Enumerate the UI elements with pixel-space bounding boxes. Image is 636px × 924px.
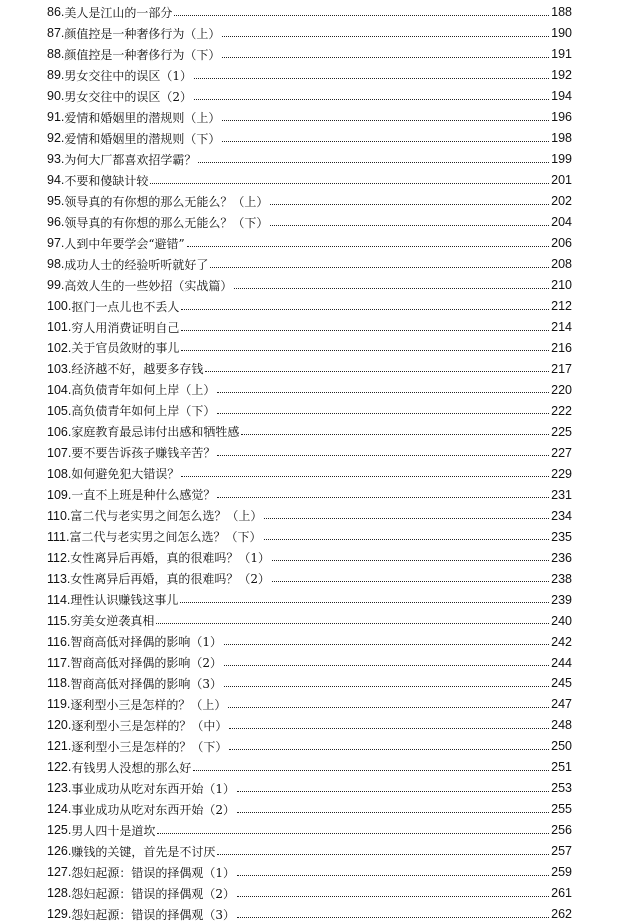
dot-leader [272,581,549,582]
toc-entry-page-number: 210 [551,278,572,293]
toc-entry[interactable] [47,777,572,798]
toc-entry-number: 99. [47,278,65,293]
toc-entry-number: 114. [47,592,71,607]
toc-entry-title: 怨妇起源：错误的择偶观（3） [71,907,235,922]
dot-leader [194,78,549,79]
toc-entry-number: 118. [47,676,71,691]
toc-entry-number: 107. [47,445,72,460]
toc-entry-title: 穷美女逆袭真相 [70,614,155,629]
toc-entry-number: 117. [47,655,71,670]
dot-leader [217,497,549,498]
toc-entry-page-number: 206 [551,236,572,251]
toc-entry[interactable] [47,693,572,714]
dot-leader [229,728,549,729]
toc-entry-title: 一直不上班是种什么感觉？ [71,488,216,503]
dot-leader [237,791,549,792]
toc-entry[interactable] [47,525,572,546]
toc-entry-page-number: 231 [551,487,572,502]
toc-entry[interactable] [47,399,572,420]
toc-entry-number: 105. [47,403,72,418]
toc-entry-title: 经济越不好，越要多存钱 [71,362,204,377]
toc-entry-number: 129. [47,907,72,922]
toc-entry[interactable] [47,819,572,840]
dot-leader [181,330,549,331]
toc-entry[interactable] [47,630,572,651]
toc-entry-number: 103. [47,361,72,376]
toc-entry-page-number: 244 [551,655,572,670]
dot-leader [181,476,549,477]
toc-entry-page-number: 222 [551,403,572,418]
dot-leader [270,204,549,205]
toc-entry-page-number: 251 [551,760,572,775]
toc-entry[interactable] [47,106,572,127]
toc-entry-title: 女性离异后再婚，真的很难吗？（1） [70,551,271,566]
toc-entry-number: 109. [47,487,72,502]
dot-leader [237,812,549,813]
toc-entry-title: 智商高低对择偶的影响（1） [70,635,223,650]
toc-entry[interactable] [47,357,572,378]
dot-leader [181,309,549,310]
toc-entry-number: 113. [47,571,71,586]
toc-entry-title: 怨妇起源：错误的择偶观（1） [71,865,235,880]
toc-entry-page-number: 229 [551,466,572,481]
toc-entry-page-number: 204 [551,215,572,230]
toc-entry-number: 108. [47,466,72,481]
dot-leader [150,183,549,184]
dot-leader [181,350,549,351]
toc-entry-page-number: 190 [551,26,572,41]
dot-leader [187,246,549,247]
toc-entry[interactable] [47,148,572,169]
toc-entry-title: 逐利型小三是怎样的？（中） [71,718,228,733]
toc-entry-title: 逐利型小三是怎样的？（下） [71,739,228,754]
dot-leader [237,896,549,897]
toc-entry[interactable] [47,483,572,504]
dot-leader [234,288,549,289]
toc-entry[interactable] [47,588,572,609]
toc-entry-number: 123. [47,781,72,796]
toc-entry-number: 95. [47,194,65,209]
toc-entry-title: 男女交往中的误区（1） [64,68,193,83]
dot-leader [237,917,549,918]
toc-entry-page-number: 236 [551,550,572,565]
toc-entry-page-number: 220 [551,382,572,397]
toc-entry-number: 93. [47,152,65,167]
dot-leader [224,665,549,666]
toc-entry-page-number: 212 [551,299,572,314]
dot-leader [222,36,549,37]
toc-entry-title: 富二代与老实男之间怎么选？（上） [70,509,263,524]
toc-entry-page-number: 201 [551,173,572,188]
dot-leader [229,749,549,750]
dot-leader [264,539,550,540]
toc-entry-number: 88. [47,47,65,62]
toc-entry-page-number: 196 [551,110,572,125]
toc-entry-number: 115. [47,613,71,628]
toc-entry-title: 爱情和婚姻里的潜规则（下） [64,131,221,146]
toc-entry-title: 美人是江山的一部分 [64,5,173,20]
toc-entry-number: 110. [47,508,71,523]
toc-entry-page-number: 261 [551,886,572,901]
toc-entry-title: 要不要告诉孩子赚钱辛苦？ [71,446,216,461]
dot-leader [217,455,549,456]
toc-entry-title: 成功人士的经验听听就好了 [64,257,209,272]
toc-entry-page-number: 235 [551,529,572,544]
toc-entry-title: 穷人用消费证明自己 [71,320,180,335]
toc-entry[interactable] [47,882,572,903]
toc-entry-number: 106. [47,424,72,439]
toc-entry-page-number: 214 [551,320,572,334]
toc-entry-title: 如何避免犯大错误？ [71,467,180,482]
toc-entry-title: 富二代与老实男之间怎么选？（下） [69,530,262,545]
toc-entry-page-number: 217 [551,361,572,376]
toc-entry-number: 127. [47,865,72,880]
toc-entry-number: 97. [47,236,65,251]
toc-entry-page-number: 234 [551,508,572,523]
toc-entry-title: 不要和傻缺计较 [64,173,149,188]
toc-entry[interactable] [47,253,572,274]
toc-entry[interactable] [47,546,572,567]
toc-entry-page-number: 208 [551,257,572,272]
toc-entry[interactable] [47,798,572,819]
toc-entry-number: 119. [47,697,71,712]
toc-entry-number: 96. [47,215,65,230]
toc-entry[interactable] [47,840,572,861]
toc-entry-number: 100. [47,299,72,314]
toc-entry-page-number: 259 [551,865,572,880]
toc-entry-title: 关于官员敛财的事儿 [71,341,180,356]
toc-entry-number: 91. [47,110,65,125]
toc-entry[interactable] [47,420,572,441]
toc-entry-title: 逐利型小三是怎样的？（上） [70,697,227,712]
dot-leader [217,392,549,393]
toc-entry[interactable] [47,85,572,106]
toc-entry[interactable] [47,22,572,43]
toc-entry-number: 126. [47,844,72,859]
toc-entry-number: 124. [47,802,72,817]
toc-entry[interactable] [47,190,572,211]
toc-entry-title: 智商高低对择偶的影响（3） [70,676,223,691]
toc-entry-page-number: 245 [551,676,572,691]
toc-entry-title: 颜值控是一种奢侈行为（上） [64,26,221,41]
toc-entry-title: 高效人生的一些妙招（实战篇） [64,278,233,293]
toc-entry[interactable] [47,861,572,882]
toc-entry[interactable] [47,504,572,525]
toc-entry[interactable] [47,295,572,316]
toc-entry-number: 89. [47,68,65,83]
toc-entry-page-number: 238 [551,571,572,586]
toc-entry-title: 赚钱的关键，首先是不讨厌 [71,844,216,859]
toc-entry[interactable] [47,232,572,253]
dot-leader [272,560,549,561]
toc-entry-title: 人到中年要学会“避错” [64,236,185,251]
toc-entry-number: 92. [47,131,65,146]
toc-entry-number: 125. [47,823,72,838]
dot-leader [217,854,549,855]
dot-leader [270,225,549,226]
toc-entry-page-number: 202 [551,194,572,209]
toc-entry[interactable] [47,169,572,190]
toc-entry-page-number: 239 [551,592,572,607]
toc-entry-title: 男人四十是道坎 [71,823,156,838]
dot-leader [174,15,549,16]
dot-leader [180,602,549,603]
toc-entry-number: 104. [47,382,72,397]
toc-entry[interactable] [47,672,572,693]
toc-entry-title: 事业成功从吃对东西开始（1） [71,781,235,796]
toc-entry-number: 94. [47,173,65,188]
dot-leader [193,770,549,771]
toc-entry-page-number: 253 [551,781,572,796]
toc-entry-title: 有钱男人没想的那么好 [71,760,192,775]
toc-entry-page-number: 216 [551,340,572,355]
toc-entry-title: 为何大厂都喜欢招学霸？ [64,152,197,167]
toc-entry-page-number: 262 [551,907,572,922]
toc-entry-title: 事业成功从吃对东西开始（2） [71,802,235,817]
toc-entry-number: 98. [47,257,65,272]
toc-entry[interactable] [47,903,572,924]
toc-entry-page-number: 257 [551,844,572,859]
toc-entry[interactable] [47,316,572,337]
toc-entry[interactable] [47,1,572,22]
toc-entry-number: 87. [47,26,65,41]
toc-entry[interactable] [47,43,572,64]
toc-entry-title: 理性认识赚钱这事儿 [70,593,179,608]
toc-entry-page-number: 255 [551,802,572,817]
toc-entry-title: 领导真的有你想的那么无能么？（上） [64,194,269,209]
toc-entry-page-number: 227 [551,445,572,460]
dot-leader [222,120,549,121]
toc-entry[interactable] [47,609,572,630]
toc-entry-title: 抠门一点儿也不丢人 [71,299,180,314]
toc-entry[interactable] [47,378,572,399]
toc-entry-number: 120. [47,718,72,733]
toc-entry-page-number: 256 [551,823,572,838]
toc-entry-number: 101. [47,320,72,334]
toc-entry[interactable] [47,756,572,777]
toc-entry[interactable] [47,64,572,85]
toc-entry-page-number: 242 [551,634,572,649]
toc-entry-page-number: 240 [551,613,572,628]
dot-leader [205,371,549,372]
toc-entry-page-number: 191 [551,47,572,62]
dot-leader [264,518,549,519]
toc-entry-page-number: 188 [551,5,572,20]
toc-entry[interactable] [47,714,572,735]
dot-leader [217,413,549,414]
toc-entry[interactable] [47,651,572,672]
dot-leader [222,141,549,142]
toc-entry-number: 90. [47,89,65,104]
dot-leader [194,99,549,100]
toc-entry-title: 怨妇起源：错误的择偶观（2） [71,886,235,901]
dot-leader [156,623,549,624]
toc-entry-number: 128. [47,886,72,901]
toc-entry-page-number: 250 [551,739,572,754]
toc-entry[interactable] [47,127,572,148]
toc-entry-title: 颜值控是一种奢侈行为（下） [64,47,221,62]
toc-entry-title: 领导真的有你想的那么无能么？（下） [64,215,269,230]
dot-leader [198,162,549,163]
toc-entry-number: 86. [47,5,65,20]
dot-leader [228,707,549,708]
toc-entry-page-number: 199 [551,152,572,167]
toc-entry-page-number: 225 [551,424,572,439]
toc-entry[interactable] [47,211,572,232]
toc-entry-title: 智商高低对择偶的影响（2） [70,656,223,670]
dot-leader [241,434,549,435]
dot-leader [222,57,549,58]
toc-entry[interactable] [47,735,572,756]
toc-entry[interactable] [47,337,572,358]
toc-entry-page-number: 198 [551,131,572,146]
dot-leader [224,644,549,645]
toc-entry-number: 112. [47,550,71,565]
toc-entry[interactable] [47,462,572,483]
dot-leader [157,833,549,834]
toc-entry-title: 高负债青年如何上岸（上） [71,383,216,398]
toc-entry-page-number: 192 [551,68,572,83]
dot-leader [210,267,549,268]
dot-leader [237,875,549,876]
toc-entry[interactable] [47,441,572,462]
toc-entry-number: 111. [47,529,70,544]
toc-entry-number: 122. [47,760,72,775]
toc-entry-number: 116. [47,634,71,649]
toc-entry-title: 家庭教育最忌讳付出感和牺牲感 [71,425,240,440]
toc-entry-title: 爱情和婚姻里的潜规则（上） [64,110,221,125]
toc-entry[interactable] [47,567,572,588]
toc-entry-title: 高负债青年如何上岸（下） [71,404,216,419]
toc-entry-title: 女性离异后再婚，真的很难吗？（2） [70,572,271,587]
toc-entry-title: 男女交往中的误区（2） [64,89,193,104]
toc-entry-page-number: 248 [551,718,572,733]
toc-entry-page-number: 194 [551,89,572,104]
dot-leader [224,686,549,687]
toc-entry-number: 121. [47,739,72,754]
toc-entry-page-number: 247 [551,697,572,712]
toc-entry[interactable] [47,274,572,295]
toc-entry-number: 102. [47,340,72,355]
